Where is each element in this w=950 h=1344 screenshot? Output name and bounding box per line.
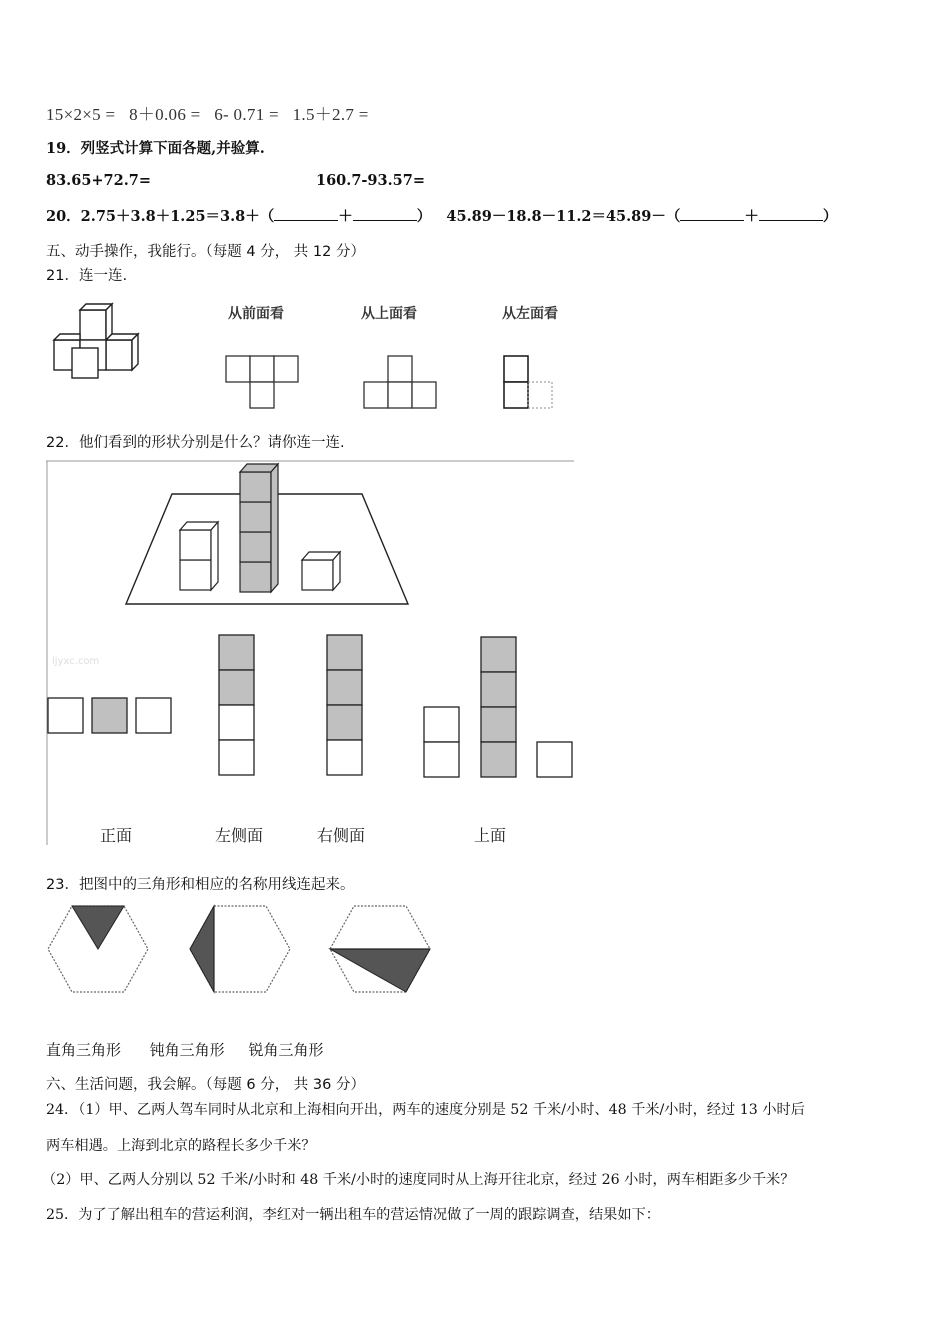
q20-plus-1: ＋ xyxy=(338,208,353,225)
q25-title: 25．为了了解出租车的营运利润，李红对一辆出租车的营运情况做了一周的跟踪调查，结果如下： xyxy=(46,1207,660,1223)
q21-view-shape-2 xyxy=(364,356,444,408)
calc-row xyxy=(46,100,369,125)
calc-q1: 15×2×5 = xyxy=(46,105,116,124)
q22-label-top: 上面 xyxy=(474,826,507,845)
q23-hexagon-1 xyxy=(46,904,150,994)
q20-part2-prefix: 45.89－18.8－11.2＝45.89－（ xyxy=(446,208,681,225)
q22-label-right: 右侧面 xyxy=(317,826,366,845)
q24-line3: （2）甲、乙两人分别以 52 千米/小时和 48 千米/小时的速度同时从上海开往北京，经过 26 小时，两车相距多少千米？ xyxy=(42,1172,795,1188)
q20-plus-2: ＋ xyxy=(744,208,759,225)
q20-blank-2[interactable] xyxy=(353,209,417,221)
q23-hexagon-3 xyxy=(328,904,432,994)
q20-line xyxy=(46,205,837,226)
section5-title: 五、动手操作，我能行。（每题 4 分， 共 12 分） xyxy=(46,244,365,260)
q21-view-front-label: 从前面看 xyxy=(228,306,284,322)
q21-view-shape-3 xyxy=(504,356,554,408)
q21-title: 21．连一连. xyxy=(46,268,128,284)
q19-expr2: 160.7-93.57= xyxy=(316,172,425,189)
q20-part1-prefix: 20．2.75＋3.8＋1.25＝3.8＋（ xyxy=(46,208,275,225)
q23-hexagon-2 xyxy=(188,904,292,994)
q20-blank-1[interactable] xyxy=(274,209,338,221)
q19-expr1: 83.65+72.7= xyxy=(46,172,152,189)
q19-title: 19．列竖式计算下面各题,并验算. xyxy=(46,140,265,157)
q23-name-acute: 锐角三角形 xyxy=(248,1041,324,1059)
q23-name-right: 直角三角形 xyxy=(46,1041,122,1059)
q22-watermark: ljyxc.com xyxy=(52,656,100,667)
q22-figure xyxy=(46,460,574,845)
q21-view-top-label: 从上面看 xyxy=(361,306,417,322)
q22-label-front: 正面 xyxy=(100,826,133,845)
q20-close-1: ） xyxy=(416,208,432,225)
q24-line1: 24．（1）甲、乙两人驾车同时从北京和上海相向开出，两车的速度分别是 52 千米/小时、48 千米/小时，经过 13 小时后 xyxy=(46,1102,805,1118)
q21-view-left-label: 从左面看 xyxy=(502,306,558,322)
q23-name-obtuse: 钝角三角形 xyxy=(149,1041,225,1059)
q24-line2: 两车相遇。上海到北京的路程长多少千米？ xyxy=(46,1138,316,1154)
calc-q2: 8＋0.06 = xyxy=(129,105,201,124)
q23-names xyxy=(46,1039,324,1060)
q20-close-2: ） xyxy=(822,208,838,225)
q21-cube-figure xyxy=(50,300,150,385)
q20-blank-4[interactable] xyxy=(759,209,823,221)
q22-title: 22．他们看到的形状分别是什么？请你连一连. xyxy=(46,435,345,451)
q22-label-left: 左侧面 xyxy=(215,826,264,845)
section6-title: 六、生活问题，我会解。（每题 6 分， 共 36 分） xyxy=(46,1077,365,1093)
q23-title: 23．把图中的三角形和相应的名称用线连起来。 xyxy=(46,877,355,893)
q21-view-shape-1 xyxy=(226,356,326,408)
calc-q4: 1.5＋2.7 = xyxy=(292,105,369,124)
q20-blank-3[interactable] xyxy=(680,209,744,221)
calc-q3: 6- 0.71 = xyxy=(214,105,279,124)
